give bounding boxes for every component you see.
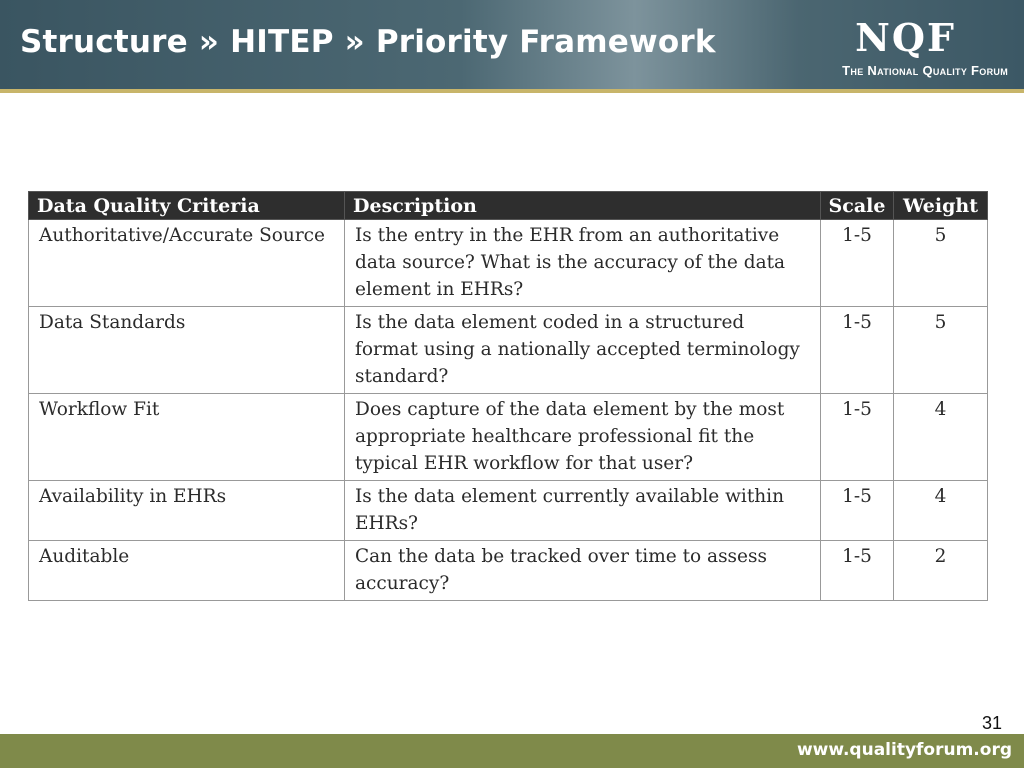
- table-row: [29, 307, 988, 394]
- criteria-cell: Authoritative/Accurate Source: [29, 220, 345, 307]
- description-cell: Is the entry in the EHR from an authoritative data source? What is the accuracy of the data element in EHRs?: [345, 220, 821, 307]
- weight-cell: 4: [894, 394, 988, 481]
- criteria-cell: Data Standards: [29, 307, 345, 394]
- weight-cell: 5: [894, 307, 988, 394]
- weight-cell: 5: [894, 220, 988, 307]
- description-cell: Does capture of the data element by the most appropriate healthcare professional fit the typical EHR workflow for that user?: [345, 394, 821, 481]
- header-scale: Scale: [821, 192, 894, 220]
- header-criteria: Data Quality Criteria: [29, 192, 345, 220]
- criteria-cell: Workflow Fit: [29, 394, 345, 481]
- weight-cell: 4: [894, 481, 988, 541]
- page-number: 31: [981, 713, 1002, 733]
- header-weight: Weight: [894, 192, 988, 220]
- description-cell: Is the data element coded in a structured format using a nationally accepted terminology standard?: [345, 307, 821, 394]
- table-row: [29, 481, 988, 541]
- table-header-row: [29, 192, 988, 220]
- scale-cell: 1-5: [821, 220, 894, 307]
- criteria-cell: Availability in EHRs: [29, 481, 345, 541]
- description-cell: Is the data element currently available within EHRs?: [345, 481, 821, 541]
- logo-mark: NQF: [855, 15, 956, 60]
- table-row: [29, 220, 988, 307]
- slide-header: [0, 0, 1024, 93]
- scale-cell: 1-5: [821, 307, 894, 394]
- table-row: [29, 394, 988, 481]
- weight-cell: 2: [894, 541, 988, 601]
- priority-framework-table: [28, 191, 988, 601]
- criteria-cell: Auditable: [29, 541, 345, 601]
- header-description: Description: [345, 192, 821, 220]
- table-row: [29, 541, 988, 601]
- nqf-logo: [803, 16, 1008, 82]
- slide-title: Structure » HITEP » Priority Framework: [20, 24, 716, 60]
- scale-cell: 1-5: [821, 394, 894, 481]
- logo-subtitle: The National Quality Forum: [842, 63, 1008, 78]
- scale-cell: 1-5: [821, 481, 894, 541]
- footer-url: www.qualityforum.org: [796, 740, 1012, 760]
- scale-cell: 1-5: [821, 541, 894, 601]
- slide-footer: [0, 734, 1024, 768]
- description-cell: Can the data be tracked over time to assess accuracy?: [345, 541, 821, 601]
